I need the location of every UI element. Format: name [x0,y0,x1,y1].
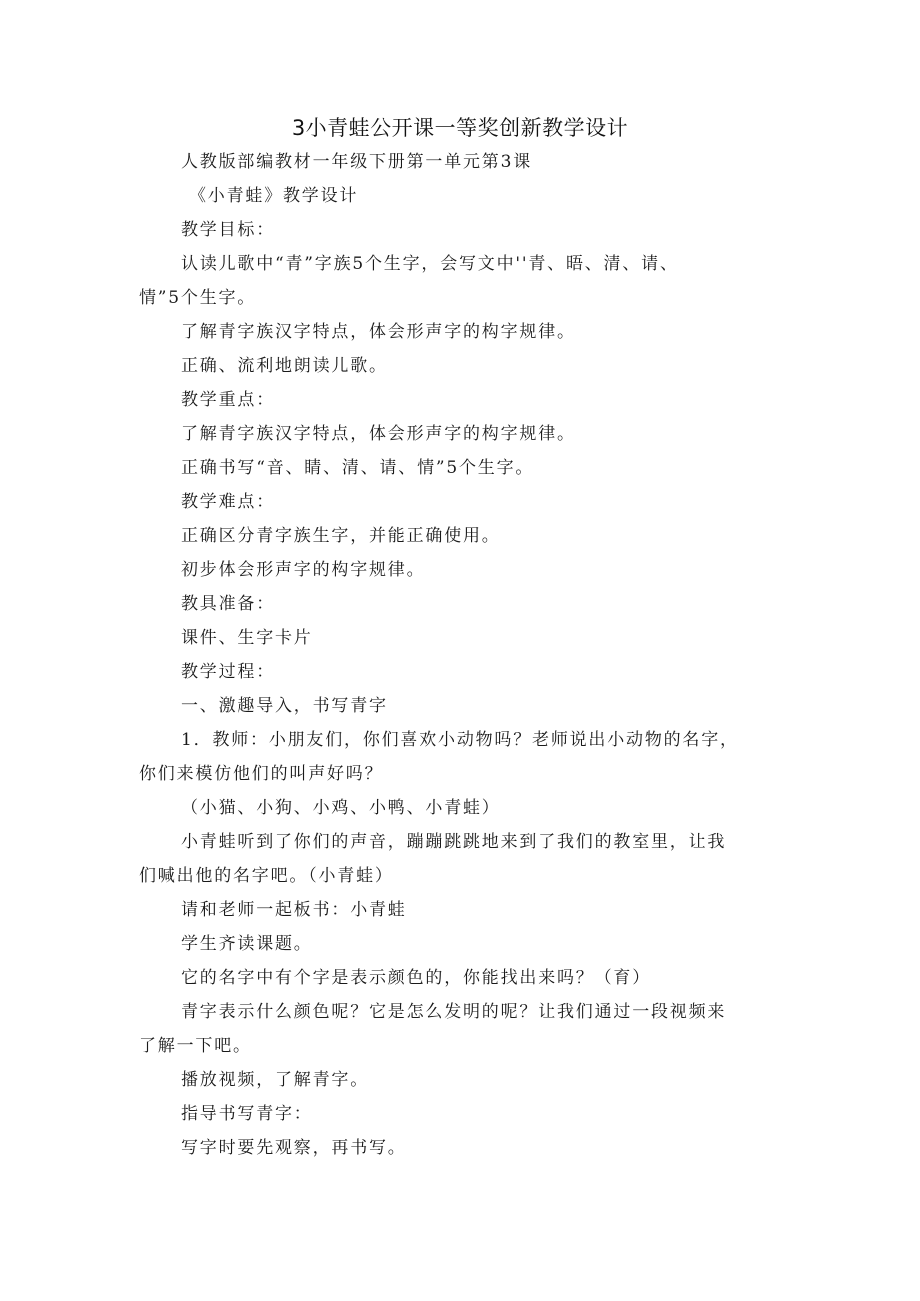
text-line: 人教版部编教材一年级下册第一单元第3课 [181,152,533,172]
text-line: 学生齐读课题。 [181,934,313,954]
text-line: 课件、生字卡片 [181,628,313,648]
text-line: 正确书写“音、睛、清、请、情”5个生字。 [181,458,535,478]
document-title: 3小青蛙公开课一等奖创新教学设计 [291,116,629,140]
text-line: 播放视频，了解青字。 [181,1070,369,1090]
text-line: 教具准备： [181,594,275,614]
text-line: 正确、流利地朗读儿歌。 [181,356,388,376]
text-line: 正确区分青字族生字，并能正确使用。 [181,526,501,546]
text-line: 青字表示什么颜色呢？它是怎么发明的呢？让我们通过一段视频来 [181,1002,727,1022]
text-line: 教学过程： [181,662,275,682]
text-line: 指导书写青字： [181,1104,313,1124]
text-line: 你们来模仿他们的叫声好吗？ [139,764,384,784]
text-line: 它的名字中有个字是表示颜色的，你能找出来吗？（育） [181,968,651,988]
text-line: 们喊出他的名字吧。（小青蛙） [139,866,394,886]
text-line: 了解青字族汉字特点，体会形声字的构字规律。 [181,424,576,444]
text-line: 了解一下吧。 [139,1036,252,1056]
text-line: 教学难点： [181,492,275,512]
text-line: 写字时要先观察，再书写。 [181,1138,407,1158]
text-line: 初步体会形声字的构字规律。 [181,560,426,580]
text-line: 请和老师一起板书：小青蛙 [181,900,407,920]
text-line: （小猫、小狗、小鸡、小鸭、小青蛙） [181,798,501,818]
text-line: 教学重点： [181,390,275,410]
text-line: 《小青蛙》教学设计 [189,186,359,206]
text-line: 教学目标： [181,220,275,240]
text-line: 情”5个生字。 [139,288,257,308]
text-line: 了解青字族汉字特点，体会形声字的构字规律。 [181,322,576,342]
text-line: 认读儿歌中“青”字族5个生字，会写文中''青、晤、清、请、 [181,254,679,274]
text-line: 1．教师：小朋友们，你们喜欢小动物吗？老师说出小动物的名字， [181,730,739,750]
text-line: 小青蛙听到了你们的声音，蹦蹦跳跳地来到了我们的教室里，让我 [181,832,727,852]
text-line: 一、激趣导入，书写青字 [181,696,388,716]
